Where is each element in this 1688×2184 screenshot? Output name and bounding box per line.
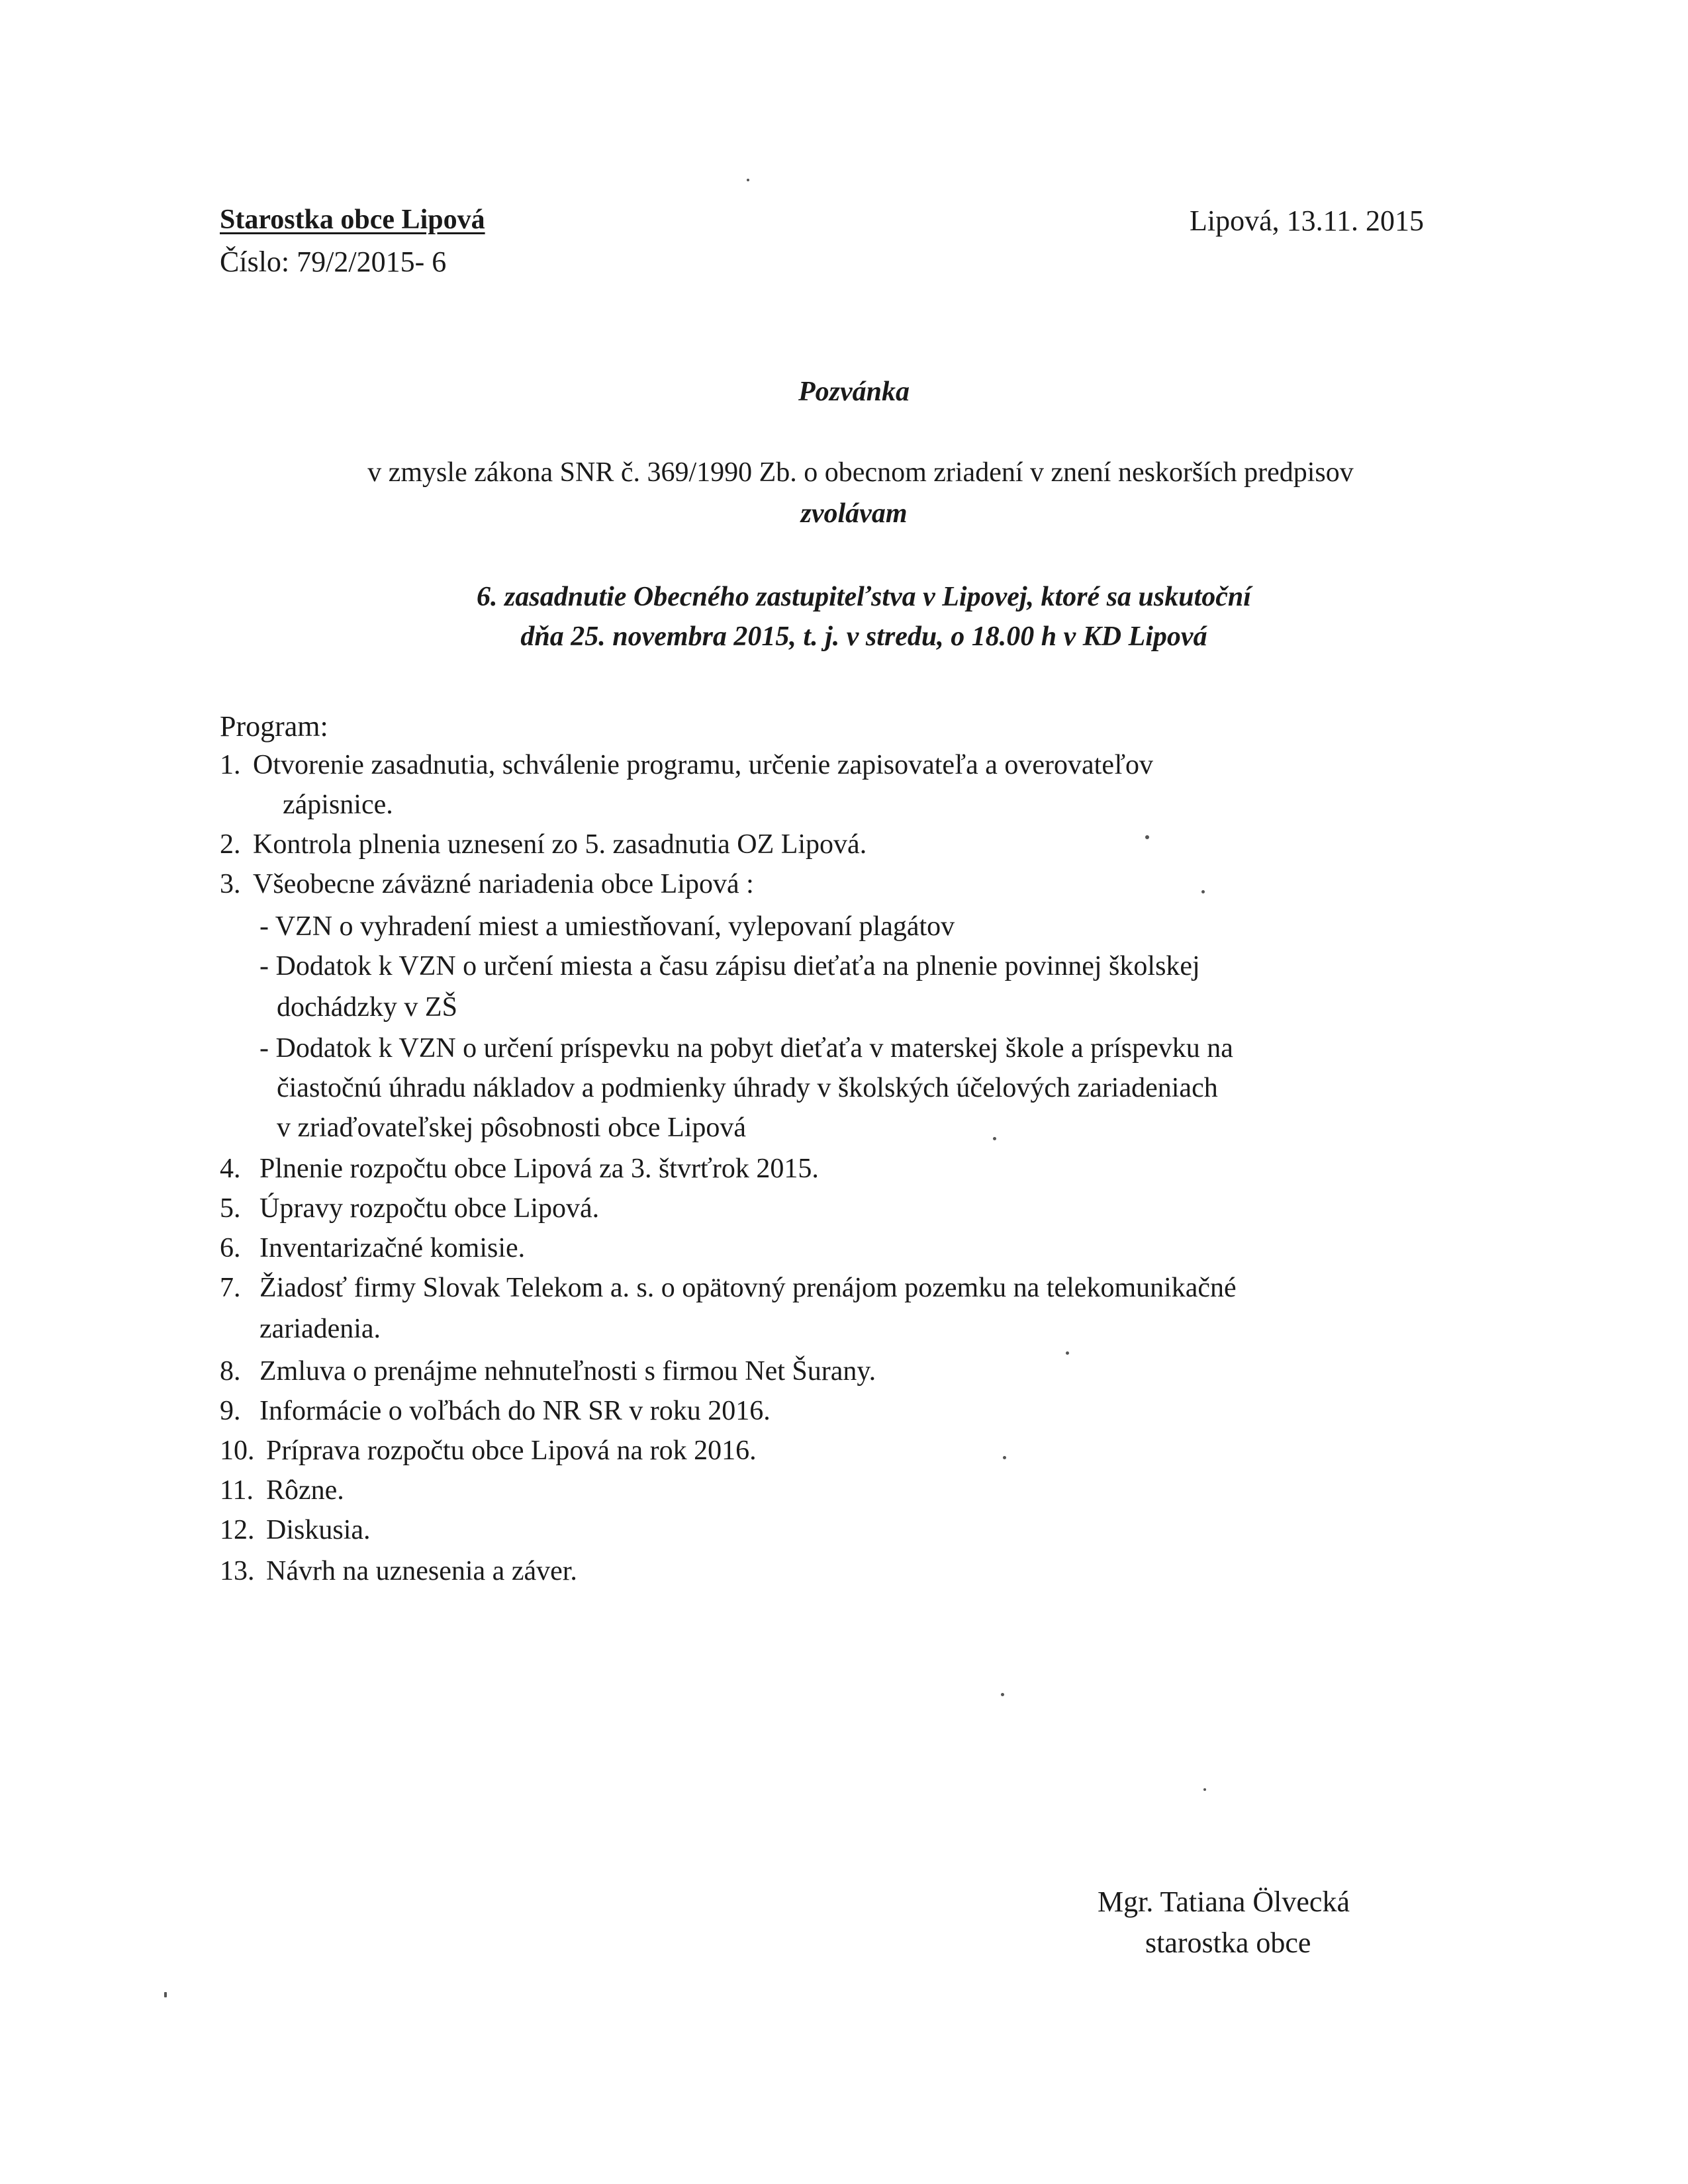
item-number: 6. <box>220 1233 241 1263</box>
scan-speck <box>164 1992 167 1997</box>
item-text: Návrh na uznesenia a záver. <box>266 1556 577 1586</box>
item-text: Diskusia. <box>266 1515 371 1545</box>
subitem-continued: v zriaďovateľskej pôsobnosti obce Lipová <box>277 1113 747 1143</box>
item-number: 11. <box>220 1475 254 1506</box>
item-number: 5. <box>220 1193 241 1224</box>
item-text: Informácie o voľbách do NR SR v roku 2016. <box>259 1396 771 1426</box>
scan-speck <box>1203 1788 1206 1791</box>
item-text: Všeobecne záväzné nariadenia obce Lipová : <box>253 869 754 899</box>
scan-speck <box>1003 1456 1006 1459</box>
item-text: Žiadosť firmy Slovak Telekom a. s. o opätovný prenájom pozemku na telekomunikačné <box>259 1273 1237 1303</box>
item-text: Úpravy rozpočtu obce Lipová. <box>259 1193 600 1224</box>
reference-number: Číslo: 79/2/2015- 6 <box>220 246 447 278</box>
item-number: 7. <box>220 1273 241 1303</box>
item-text: Rôzne. <box>266 1475 344 1506</box>
convene-statement: zvolávam <box>800 498 908 529</box>
meeting-line-2: dňa 25. novembra 2015, t. j. v stredu, o 18.00 h v KD Lipová <box>520 621 1207 652</box>
item-text-continued: zariadenia. <box>259 1314 381 1344</box>
place-date: Lipová, 13.11. 2015 <box>1190 205 1424 237</box>
subitem-continued: čiastočnú úhradu nákladov a podmienky úhrady v školských účelových zariadeniach <box>277 1073 1218 1103</box>
scan-speck <box>747 179 749 181</box>
scan-speck <box>993 1137 996 1140</box>
subitem: - VZN o vyhradení miest a umiestňovaní, vylepovaní plagátov <box>259 911 955 942</box>
preamble: v zmysle zákona SNR č. 369/1990 Zb. o obecnom zriadení v znení neskorších predpisov <box>367 457 1354 488</box>
item-number: 12. <box>220 1515 255 1545</box>
signatory-role: starostka obce <box>1145 1927 1311 1959</box>
item-text: Inventarizačné komisie. <box>259 1233 526 1263</box>
item-number: 3. <box>220 869 241 899</box>
meeting-line-1: 6. zasadnutie Obecného zastupiteľstva v Lipovej, ktoré sa uskutoční <box>477 582 1251 612</box>
subitem-continued: dochádzky v ZŠ <box>277 992 457 1023</box>
issuer: Starostka obce Lipová <box>220 205 485 235</box>
item-number: 9. <box>220 1396 241 1426</box>
item-number: 4. <box>220 1154 241 1184</box>
scan-speck <box>1201 890 1205 893</box>
program-label: Program: <box>220 710 328 743</box>
scan-speck <box>1145 835 1149 839</box>
item-text: Zmluva o prenájme nehnuteľnosti s firmou Net Šurany. <box>259 1356 876 1387</box>
document-title: Pozvánka <box>798 377 910 407</box>
item-text: Kontrola plnenia uznesení zo 5. zasadnutia OZ Lipová. <box>253 829 867 860</box>
item-number: 1. <box>220 750 241 780</box>
item-number: 10. <box>220 1435 255 1466</box>
signatory-name: Mgr. Tatiana Ölvecká <box>1098 1886 1350 1918</box>
item-number: 13. <box>220 1556 255 1586</box>
subitem: - Dodatok k VZN o určení miesta a času zápisu dieťaťa na plnenie povinnej školskej <box>259 951 1200 981</box>
item-text: Otvorenie zasadnutia, schválenie programu, určenie zapisovateľa a overovateľov <box>253 750 1154 780</box>
scan-speck <box>1001 1693 1004 1696</box>
item-text: Príprava rozpočtu obce Lipová na rok 2016. <box>266 1435 757 1466</box>
item-number: 8. <box>220 1356 241 1387</box>
item-text-continued: zápisnice. <box>283 790 393 820</box>
item-number: 2. <box>220 829 241 860</box>
scan-speck <box>1066 1351 1069 1355</box>
subitem: - Dodatok k VZN o určení príspevku na pobyt dieťaťa v materskej škole a príspevku na <box>259 1033 1233 1064</box>
item-text: Plnenie rozpočtu obce Lipová za 3. štvrťrok 2015. <box>259 1154 819 1184</box>
